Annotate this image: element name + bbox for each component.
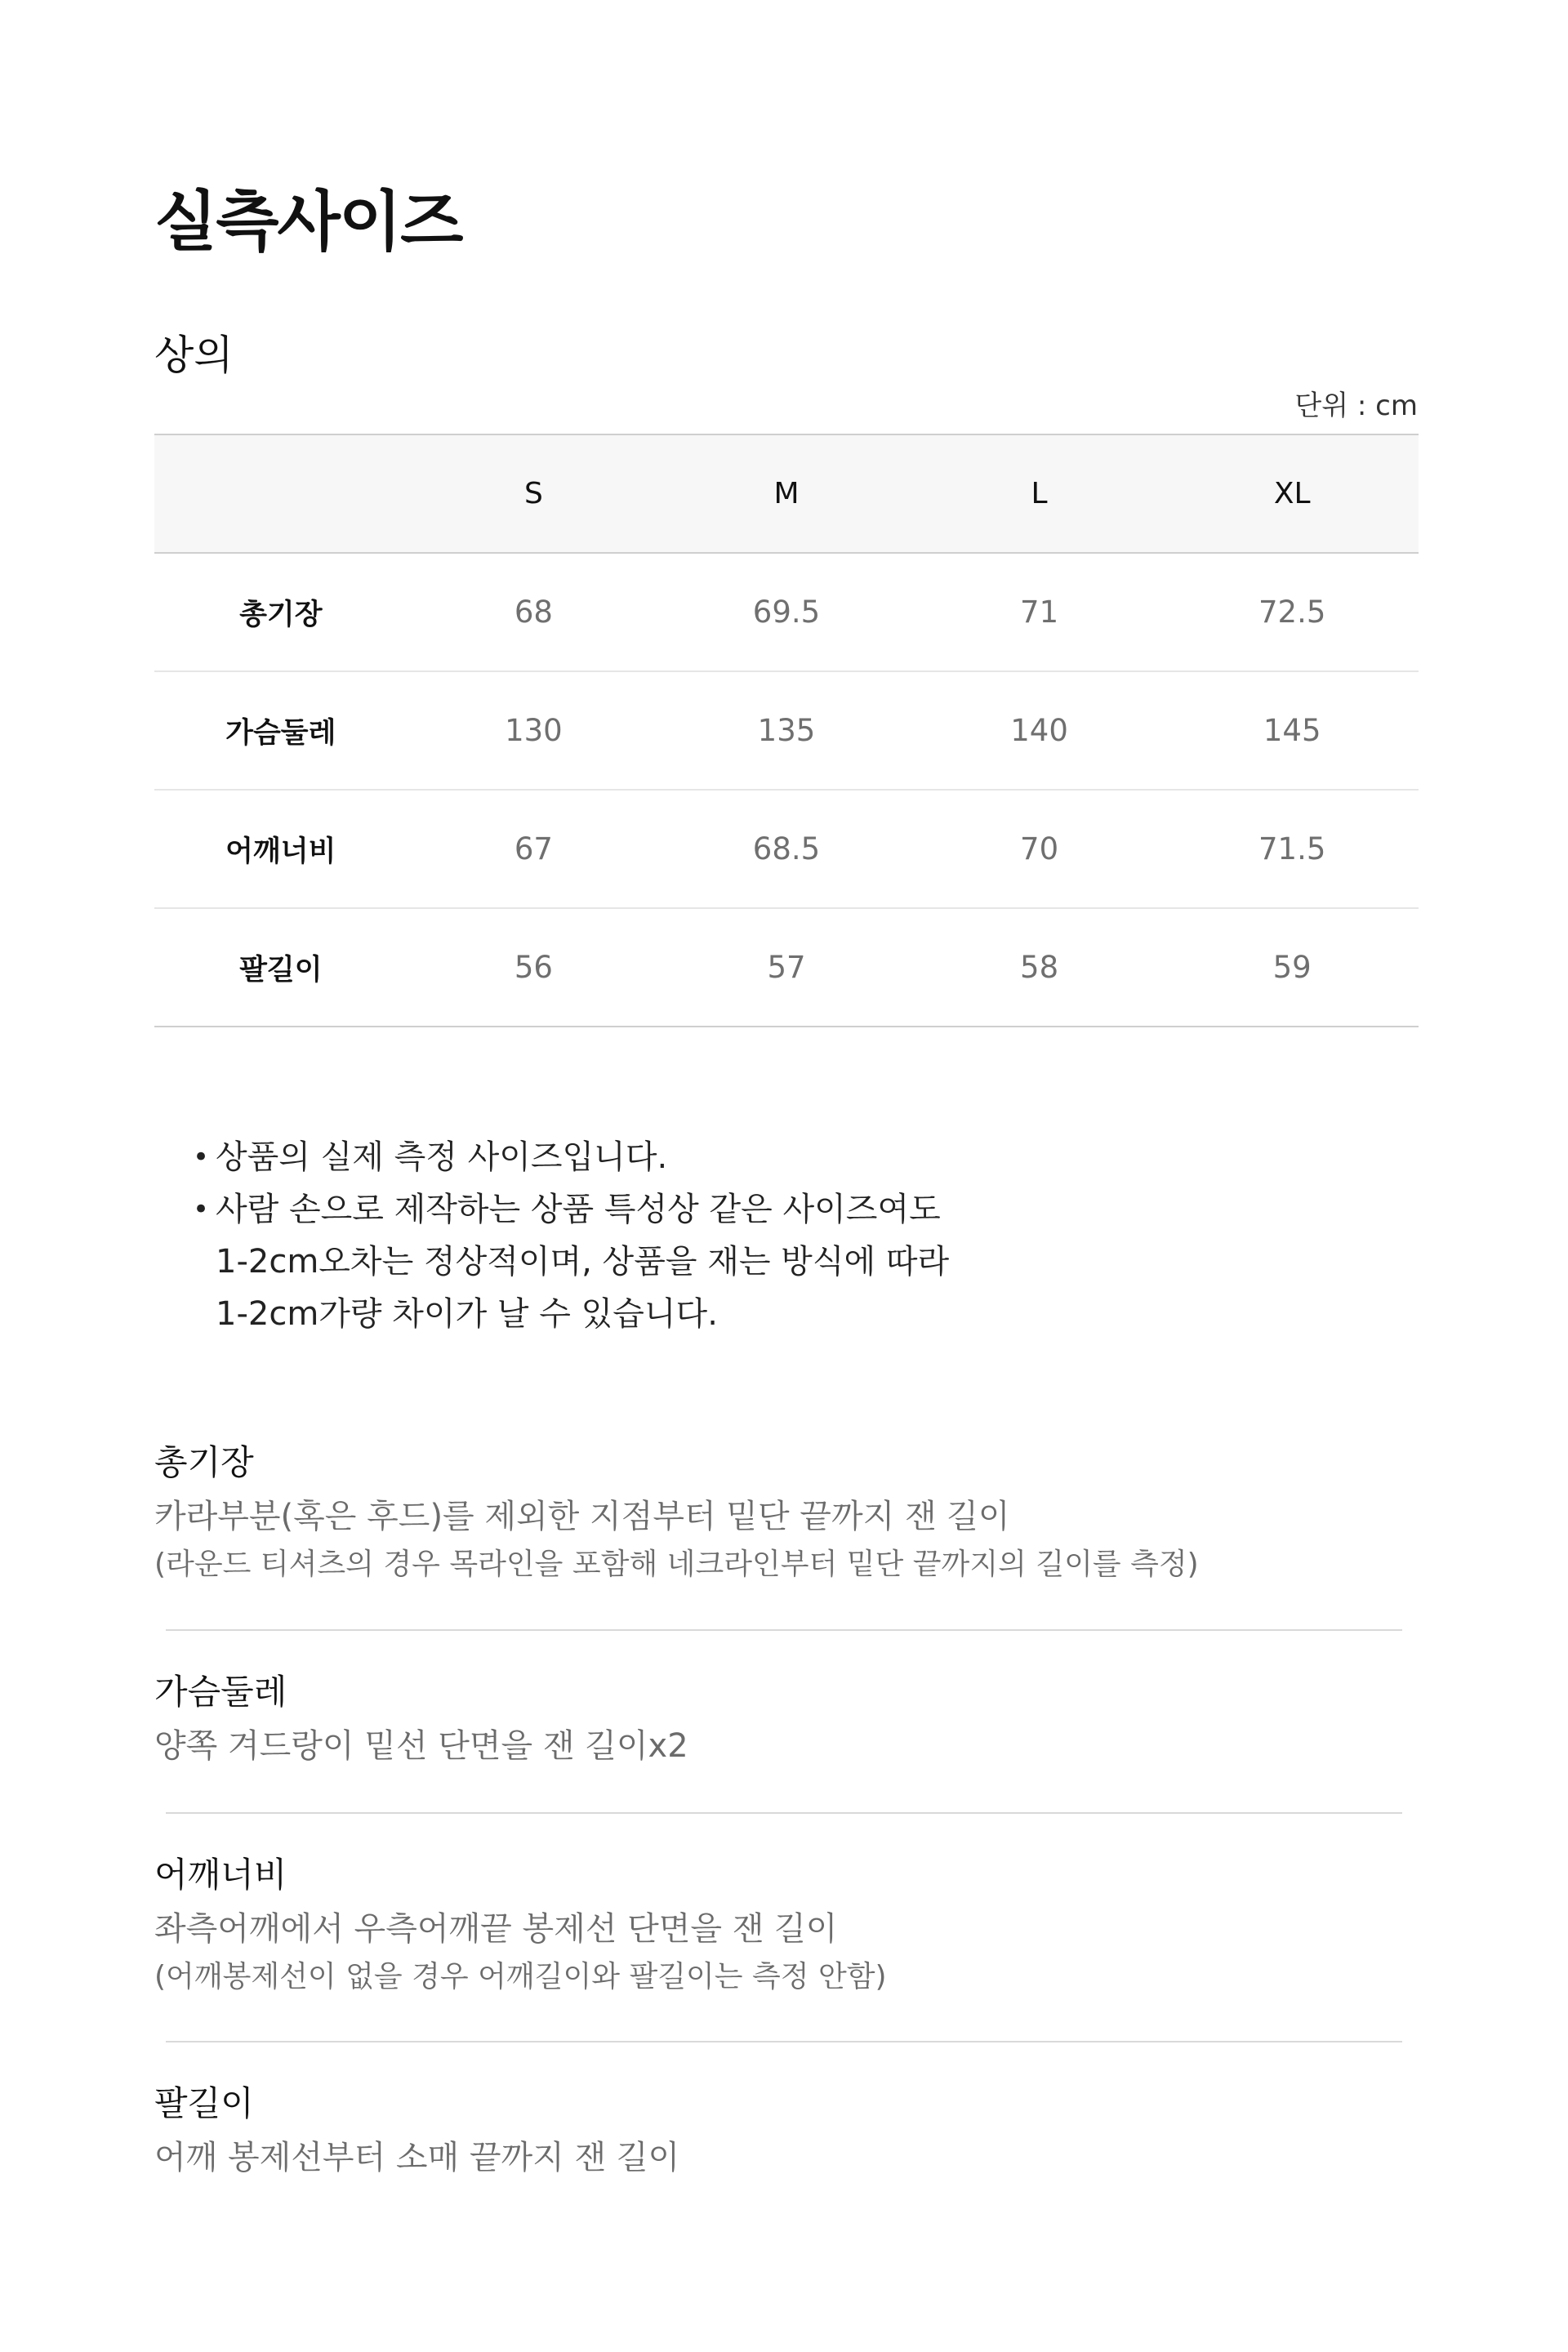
- measurement-definitions: [154, 1442, 1412, 2224]
- table-row: [154, 790, 1419, 908]
- table-cell: 67: [408, 790, 661, 908]
- definition-note: (어깨봉제선이 없을 경우 어깨길이와 팔길이는 측정 안함): [154, 1959, 887, 1993]
- definition-item: [154, 1442, 1412, 1629]
- definition-note: (라운드 티셔츠의 경우 목라인을 포함해 네크라인부터 밑단 끝까지의 길이를 측정): [154, 1548, 1199, 1581]
- divider: [166, 1812, 1402, 1814]
- table-cell: 68: [408, 553, 661, 671]
- table-cell: 68.5: [660, 790, 913, 908]
- header-cell-m: M: [660, 434, 913, 553]
- definition-desc: 어깨 봉제선부터 소매 끝까지 잰 길이: [154, 2139, 680, 2177]
- note-line: 사람 손으로 제작하는 상품 특성상 같은 사이즈여도: [216, 1191, 941, 1228]
- unit-label: 단위 : cm: [1294, 390, 1418, 422]
- size-table-header-row: [154, 434, 1419, 553]
- definition-desc: 양쪽 겨드랑이 밑선 단면을 잰 길이x2: [154, 1726, 688, 1765]
- divider: [166, 1629, 1402, 1631]
- table-cell: 71: [913, 553, 1166, 671]
- row-label: 총기장: [154, 553, 408, 671]
- section-title: 상의: [154, 332, 234, 379]
- header-cell-l: L: [913, 434, 1166, 553]
- bullet-icon: •: [193, 1141, 210, 1174]
- definition-title: 어깨너비: [154, 1854, 287, 1895]
- note-line: 1-2cm가량 차이가 날 수 있습니다.: [216, 1295, 718, 1333]
- note-line: 1-2cm오차는 정상적이며, 상품을 재는 방식에 따라: [216, 1243, 950, 1281]
- size-table: [154, 434, 1419, 1027]
- row-label: 가슴둘레: [154, 671, 408, 790]
- note-line: 상품의 실제 측정 사이즈입니다.: [216, 1138, 668, 1176]
- table-cell: 71.5: [1165, 790, 1419, 908]
- list-item: [193, 1183, 949, 1340]
- definition-desc: 좌측어깨에서 우측어깨끝 봉제선 단면을 잰 길이: [154, 1909, 838, 1948]
- list-item: [193, 1131, 949, 1183]
- table-cell: 72.5: [1165, 553, 1419, 671]
- row-label: 어깨너비: [154, 790, 408, 908]
- table-row: [154, 908, 1419, 1027]
- header-cell-empty: [154, 434, 408, 553]
- table-cell: 59: [1165, 908, 1419, 1027]
- table-cell: 135: [660, 671, 913, 790]
- table-cell: 145: [1165, 671, 1419, 790]
- row-label: 팔길이: [154, 908, 408, 1027]
- table-cell: 57: [660, 908, 913, 1027]
- divider: [166, 2041, 1402, 2042]
- table-cell: 130: [408, 671, 661, 790]
- definition-desc: 카라부분(혹은 후드)를 제외한 지점부터 밑단 끝까지 잰 길이: [154, 1498, 1010, 1535]
- table-row: [154, 671, 1419, 790]
- header-cell-s: S: [408, 434, 661, 553]
- definition-title: 팔길이: [154, 2083, 254, 2124]
- definition-title: 총기장: [154, 1442, 254, 1482]
- table-cell: 70: [913, 790, 1166, 908]
- header-cell-xl: XL: [1165, 434, 1419, 553]
- table-row: [154, 553, 1419, 671]
- page-title: 실측사이즈: [154, 184, 462, 260]
- definition-item: [154, 1671, 1412, 1812]
- definition-item: [154, 2083, 1412, 2224]
- definition-item: [154, 1854, 1412, 2042]
- notes-list: [193, 1131, 949, 1340]
- table-cell: 140: [913, 671, 1166, 790]
- table-cell: 56: [408, 908, 661, 1027]
- table-cell: 58: [913, 908, 1166, 1027]
- table-cell: 69.5: [660, 553, 913, 671]
- bullet-icon: •: [193, 1193, 210, 1226]
- definition-title: 가슴둘레: [154, 1671, 287, 1712]
